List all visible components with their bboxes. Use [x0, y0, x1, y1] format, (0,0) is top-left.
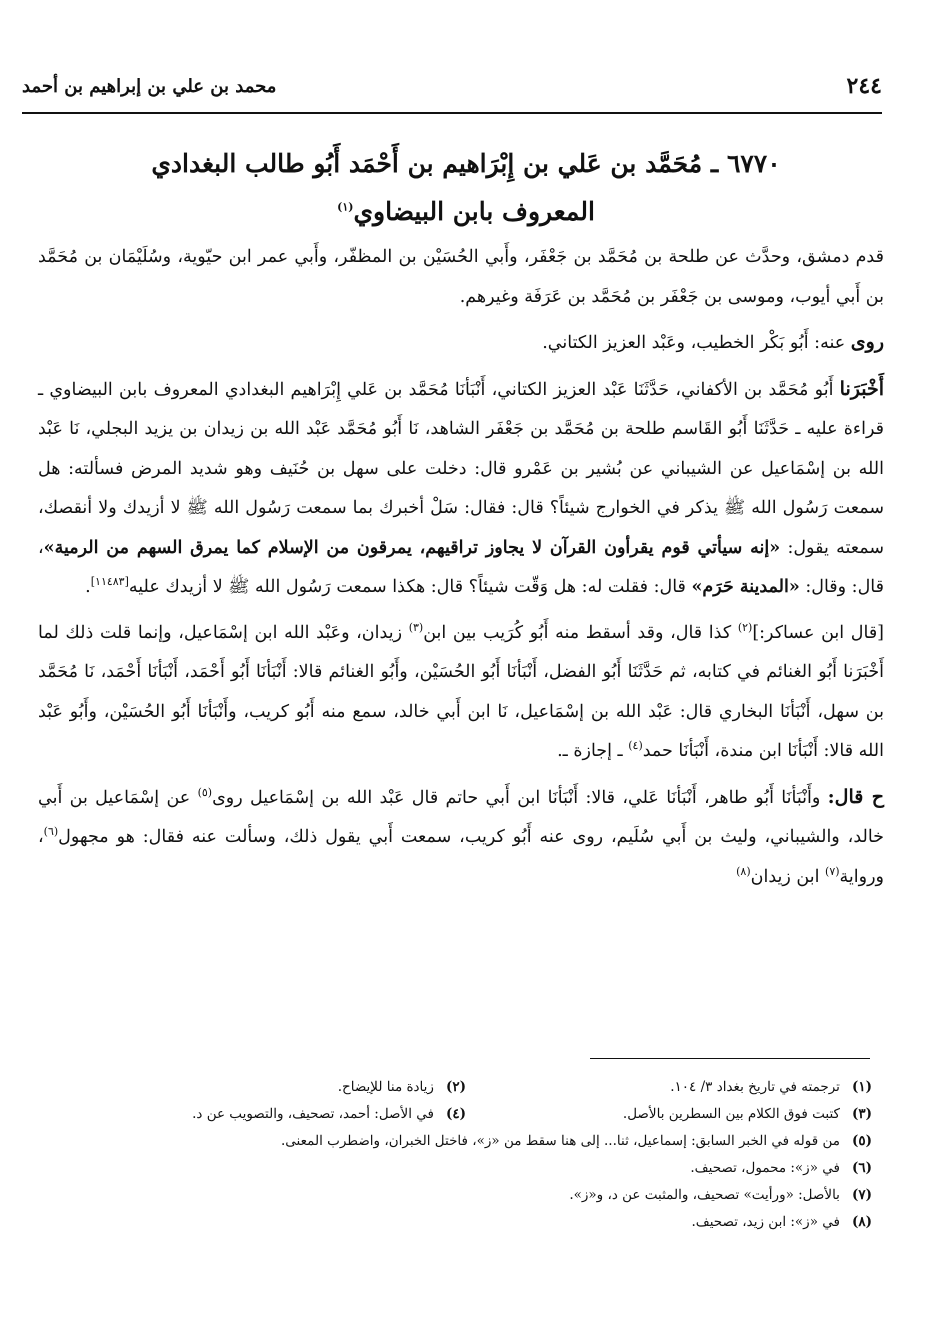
footnote-7	[60, 1182, 872, 1209]
footnote-6	[60, 1155, 872, 1182]
paragraph-ha	[38, 778, 884, 898]
label-rawa: روى	[850, 331, 884, 353]
hadith-text-1: «إنه سيأتي قوم يقرأون القرآن لا يجاوز تراقيهم، يمرقون من الإسلام كما يمرق السهم من الرمية»	[43, 537, 781, 558]
footnote-marker: (٨)	[736, 864, 751, 878]
footnote-4	[60, 1101, 466, 1128]
footnote-text: من قوله في الخبر السابق: إسماعيل، ثنا... إلى هنا سقط من «ز»، فاختل الخبران، واضطرب المعنى.	[281, 1133, 840, 1149]
paragraph-text: ابن زيدان	[750, 866, 826, 887]
page-number: ٢٤٤	[846, 73, 882, 99]
footnote-marker: (٦)	[43, 825, 59, 839]
footnote-2	[60, 1074, 466, 1101]
footnote-8	[60, 1209, 872, 1236]
paragraph-ibn-asakir	[38, 614, 884, 772]
footnote-number: (٥)	[851, 1133, 872, 1149]
label-ha-qala: ح قال:	[827, 785, 884, 808]
footnote-text: زيادة منا للإيضاح.	[337, 1079, 434, 1095]
running-title: محمد بن علي بن إبراهيم بن أحمد	[22, 75, 277, 97]
footnote-text: في الأصل: أحمد، تصحيف، والتصويب عن د.	[192, 1106, 434, 1122]
footnote-marker: (٤)	[628, 739, 643, 753]
page-header	[22, 60, 882, 114]
footnote-text: ترجمته في تاريخ بغداد ٣/ ١٠٤.	[670, 1079, 840, 1095]
footnote-text: في «ز»: ابن زيد، تصحيف.	[691, 1214, 840, 1230]
paragraph-text: ـ إجازة ـ.	[557, 741, 629, 761]
paragraph-text: عن إسْمَاعيل بن أَبي خالد، والشيباني، وليث بن أَبي سُلَيم، روى عنه أَبُو كريب، سمعت أَبي يقول ذلك، وسألت عنه فقال: هو مجهول	[38, 787, 884, 847]
paragraph-text: .	[85, 577, 91, 597]
footnote-number: (٨)	[851, 1214, 872, 1230]
footnote-number: (٢)	[445, 1079, 466, 1095]
footnote-number: (٣)	[851, 1106, 872, 1122]
footnote-marker: (١)	[337, 200, 354, 214]
footnote-text: بالأصل: «ورأيت» تصحيف، والمثبت عن د، و«ز».	[569, 1187, 840, 1203]
entry-title	[40, 140, 892, 236]
footnote-number: (٦)	[851, 1160, 872, 1176]
footnote-marker: (٧)	[825, 864, 840, 878]
paragraph-text: كذا قال، وقد أسقط منه أَبُو كُرَيب بين ابن	[423, 622, 738, 643]
footnote-5	[60, 1128, 872, 1155]
hadith-text-2: «المدينة حَرَم»	[691, 577, 800, 597]
paragraph-intro: قدم دمشق، وحدَّث عن طلحة بن مُحَمَّد بن جَعْفَر، وأَبي الحُسَيْن بن المظفّر، وأَبي عمر ابن حيّوية، وسُلَيْمَان بن مُحَمَّد بن أَبي أيوب، وموسى بن جَعْفَر بن مُحَمَّد بن عَرَفَة وغيرهم.	[38, 247, 884, 307]
label-akhbarana: أَخْبَرَنا	[839, 377, 884, 400]
footnote-text: في «ز»: محمول، تصحيف.	[690, 1160, 840, 1176]
hadith-reference-number: [١١٤٨٣]	[90, 575, 129, 589]
paragraph-text: أَبُو مُحَمَّد بن الأكفاني، حَدَّثَنَا عَبْد العزيز الكتاني، أَنْبَأنَا مُحَمَّد بن عَلي إِبْرَاهيم البغدادي المعروف بابن البيضاوي ـ قراءة عليه ـ حَدَّثَنَا أَبُو القَاسم طلحة بن مُحَمَّد بن جَعْفَر الشاهد، نَا أَبُو مُحَمَّد عَبْد الله بن زيدان بن يزيد البجلي، نَا عَبْد الله بن إسْمَاعيل عن الشيباني عن بُشير بن عَمْرو قال: دخلت على سهل بن حُنَيف وهو شديد المرض فسألته: هل سمعت رَسُول الله ﷺ يذكر في الخوارج شيئاً؟ قال: فقال: سَلْ أخبرك بما سمعت رَسُول الله ﷺ لا أزيدك ولا أنقصك، سمعته يقول:	[38, 379, 884, 558]
entry-title-text: المعروف بابن البيضاوي	[353, 197, 595, 226]
paragraph-hadith	[38, 370, 884, 608]
footnotes	[60, 1074, 872, 1236]
paragraph-text: وأَنْبَأنَا أَبُو طاهر، أَنْبَأنَا عَلي، قالا: أَنْبَأنَا ابن أَبي حاتم قال عَبْد الله بن إسْمَاعيل روى	[212, 787, 828, 808]
paragraph-text: ، قال: وقال:	[38, 537, 884, 597]
entry-title-line-1: ٦٧٧٠ ـ مُحَمَّد بن عَلي بن إِبْرَاهيم بن أَحْمَد أَبُو طالب البغدادي	[151, 149, 781, 178]
paragraph-narrators	[38, 323, 884, 364]
footnote-1	[466, 1074, 872, 1101]
footnote-marker: (٢)	[737, 620, 753, 634]
paragraph-text: [قال ابن عساكر:]	[752, 622, 885, 643]
paragraph-text: عنه: أَبُو بَكْر الخطيب، وعَبْد العزيز الكتاني.	[542, 333, 851, 353]
footnote-row	[60, 1074, 872, 1101]
footnote-number: (٤)	[445, 1106, 466, 1122]
footnote-marker: (٥)	[197, 785, 213, 799]
paragraph-text: ، ورواية	[38, 827, 884, 887]
footnote-text: كتبت فوق الكلام بين السطرين بالأصل.	[622, 1106, 840, 1122]
entry-body	[38, 238, 884, 903]
footnote-number: (٧)	[851, 1187, 872, 1203]
footnote-3	[466, 1101, 872, 1128]
paragraph-text: زيدان، وعَبْد الله ابن إسْمَاعيل، وإنما قلت ذلك لما أَخْبَرَنا أَبُو الغنائم في كتابه، ثم حَدَّثَنَا أَبُو الفضل، أَنْبَأنَا أَبُو الحُسَيْن، وأَبُو الغنائم قالا: أَنْبَأنَا أَبُو أَحْمَد، أَنْبَأنَا أَحْمَد، نَا مُحَمَّد بن سهل، أَنْبَأنَا البخاري قال: عَبْد الله بن إسْمَاعيل، نَا ابن أَبي خالد، سمع منه أَبُو كريب، وأَنْبَأنَا أَبُو الحُسَيْن، وأَبُو عَبْد الله قالا: أَنْبَأنَا ابن مندة، أَنْبَأنَا حمد	[38, 622, 884, 761]
footnote-separator	[590, 1058, 870, 1059]
footnote-marker: (٣)	[408, 620, 424, 634]
entry-title-line-2	[40, 188, 892, 236]
paragraph-text: قال: فقلت له: هل وَقّت شيئاً؟ قال: هكذا سمعت رَسُول الله ﷺ لا أزيدك عليه	[128, 577, 692, 597]
footnote-number: (١)	[851, 1079, 872, 1095]
footnote-row	[60, 1101, 872, 1128]
